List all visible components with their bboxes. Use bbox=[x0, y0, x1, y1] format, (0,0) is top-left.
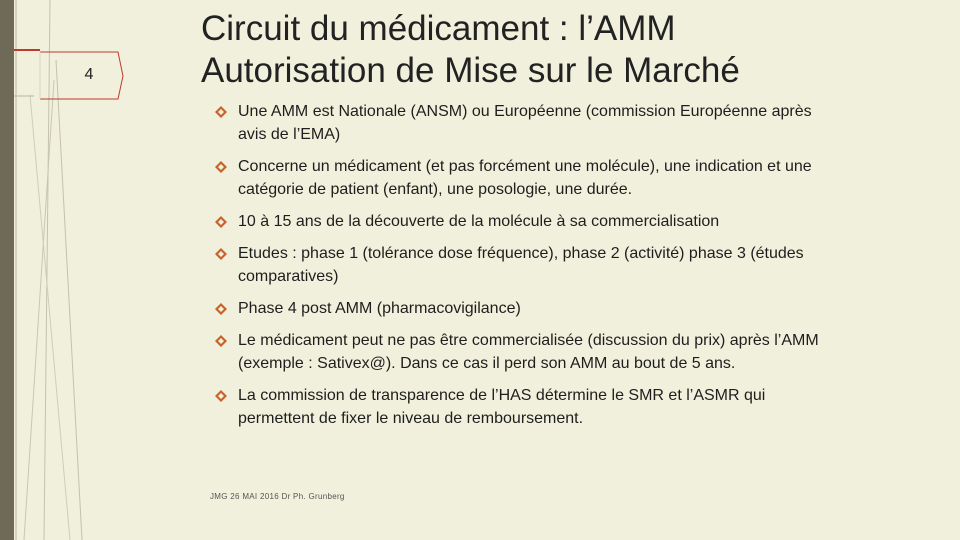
bullet-item bbox=[214, 329, 904, 375]
diamond-outline-icon bbox=[214, 105, 228, 119]
bullet-item bbox=[214, 384, 904, 430]
title-line-2: Autorisation de Mise sur le Marché bbox=[201, 51, 740, 90]
bullet-item bbox=[214, 210, 904, 233]
diamond-outline-icon bbox=[214, 334, 228, 348]
page-number: 4 bbox=[84, 66, 94, 83]
bullet-list bbox=[214, 100, 904, 439]
bullet-text-line-2: comparatives) bbox=[238, 268, 339, 285]
diamond-outline-icon bbox=[214, 215, 228, 229]
bullet-text-line-1: La commission de transparence de l’HAS détermine le SMR et l’ASMR qui bbox=[238, 387, 766, 404]
diamond-outline-icon bbox=[214, 160, 228, 174]
bullet-text-line-1: Une AMM est Nationale (ANSM) ou Européenne (commission Européenne après bbox=[238, 103, 812, 120]
bullet-text-line-2: (exemple : Sativex@). Dans ce cas il perd son AMM au bout de 5 ans. bbox=[238, 355, 736, 372]
diamond-outline-icon bbox=[214, 302, 228, 316]
bullet-text-line-2: catégorie de patient (enfant), une posologie, une durée. bbox=[238, 181, 633, 198]
bullet-text-line-2: permettent de fixer le niveau de remboursement. bbox=[238, 410, 584, 427]
bullet-text-line-1: Etudes : phase 1 (tolérance dose fréquence), phase 2 (activité) phase 3 (études bbox=[238, 245, 804, 262]
bullet-text-line-2: avis de l’EMA) bbox=[238, 126, 341, 143]
title-line-1: Circuit du médicament : l’AMM bbox=[201, 9, 676, 48]
bullet-item bbox=[214, 242, 904, 288]
bullet-text-line-1: Phase 4 post AMM (pharmacovigilance) bbox=[238, 300, 521, 317]
decorative-lines bbox=[0, 0, 200, 540]
slide-title bbox=[201, 8, 941, 92]
bullet-text-line-1: Concerne un médicament (et pas forcément une molécule), une indication et une bbox=[238, 158, 812, 175]
diamond-outline-icon bbox=[214, 389, 228, 403]
bullet-item bbox=[214, 155, 904, 201]
bullet-item bbox=[214, 297, 904, 320]
bullet-text-line-1: 10 à 15 ans de la découverte de la molécule à sa commercialisation bbox=[238, 213, 720, 230]
bullet-text-line-1: Le médicament peut ne pas être commercialisée (discussion du prix) après l’AMM bbox=[238, 332, 819, 349]
footer-text: JMG 26 MAI 2016 Dr Ph. Grunberg bbox=[210, 492, 345, 501]
bullet-item bbox=[214, 100, 904, 146]
diamond-outline-icon bbox=[214, 247, 228, 261]
